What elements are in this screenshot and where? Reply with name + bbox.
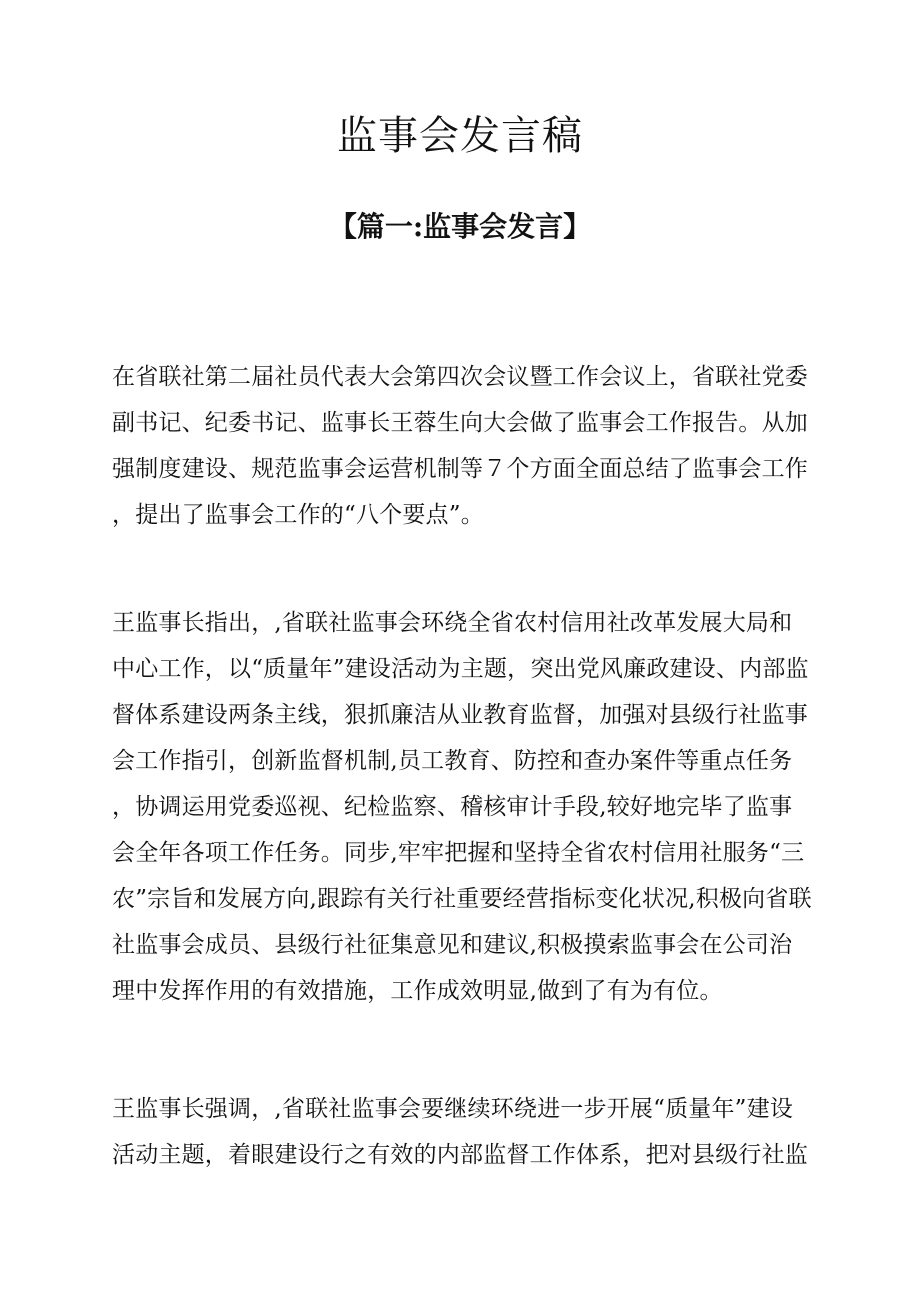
paragraph-line: 督体系建设两条主线，狠抓廉洁从业教育监督，加强对县级行社监事 — [112, 702, 808, 728]
paragraph-line: 农”宗旨和发展方向,跟踪有关行社重要经营指标变化状况,积极向省联 — [112, 886, 812, 912]
paragraph-line: ，提出了监事会工作的“八个要点”。 — [112, 502, 484, 528]
paragraph-3 — [112, 1086, 812, 1178]
paragraph-line: 会全年各项工作任务。同步,牢牢把握和坚持全省农村信用社服务“三 — [112, 840, 805, 866]
document-title: 监事会发言稿 — [337, 113, 583, 159]
paragraph-line: 王监事长强调，,省联社监事会要继续环绕进一步开展“质量年”建设 — [112, 1096, 794, 1122]
paragraph-1 — [112, 354, 812, 538]
paragraph-2 — [112, 600, 812, 1014]
paragraph-line: 在省联社第二届社员代表大会第四次会议暨工作会议上，省联社党委 — [112, 364, 808, 390]
paragraph-line: 强制度建设、规范监事会运营机制等７个方面全面总结了监事会工作 — [112, 456, 808, 482]
paragraph-line: ，协调运用党委巡视、纪检监察、稽核审计手段,较好地完毕了监事 — [112, 794, 793, 820]
paragraph-line: 副书记、纪委书记、监事长王蓉生向大会做了监事会工作报告。从加 — [112, 410, 808, 436]
paragraph-line: 社监事会成员、县级行社征集意见和建议,积极摸索监事会在公司治 — [112, 932, 793, 958]
paragraph-line: 中心工作，以“质量年”建设活动为主题，突出党风廉政建设、内部监 — [112, 656, 809, 682]
paragraph-line: 会工作指引，创新监督机制,员工教育、防控和查办案件等重点任务 — [112, 748, 793, 774]
paragraph-line: 理中发挥作用的有效措施，工作成效明显,做到了有为有位。 — [112, 978, 723, 1004]
document-subtitle: 【篇一:监事会发言】 — [328, 210, 592, 243]
paragraph-line: 王监事长指出，,省联社监事会环绕全省农村信用社改革发展大局和 — [112, 610, 793, 636]
paragraph-line: 活动主题，着眼建设行之有效的内部监督工作体系，把对县级行社监 — [112, 1142, 808, 1168]
